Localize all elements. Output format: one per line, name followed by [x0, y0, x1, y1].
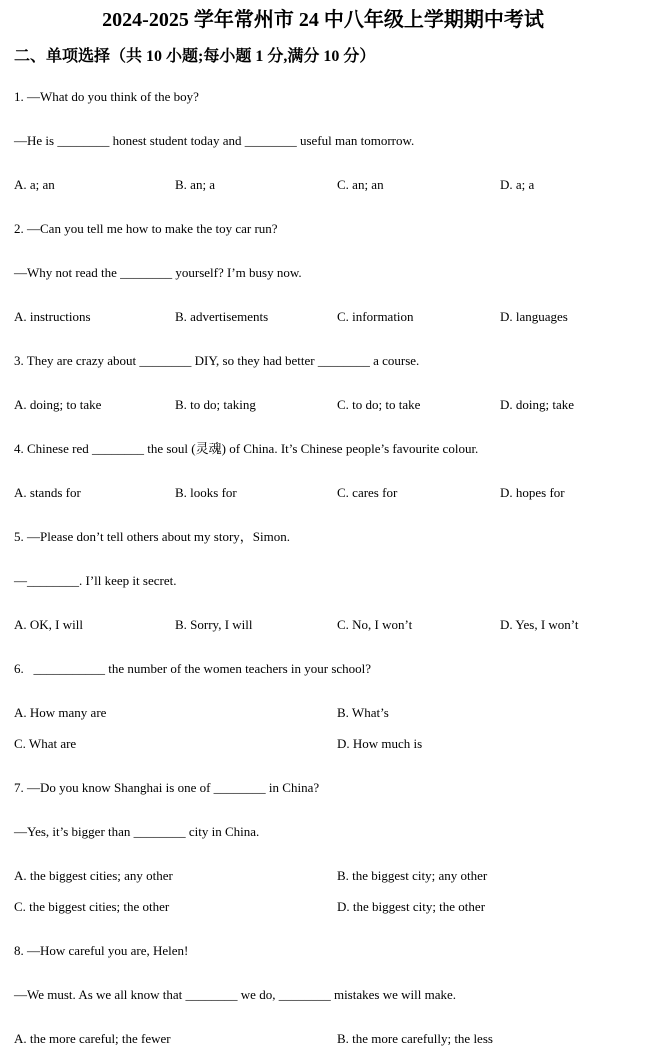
- question-block-3: [14, 345, 632, 420]
- option-b: B. to do; taking: [175, 397, 256, 412]
- question-stem: 8. —How careful you are, Helen!: [14, 943, 189, 958]
- question-stem: 2. —Can you tell me how to make the toy car run?: [14, 221, 278, 236]
- options-row: [14, 609, 632, 640]
- option-b: B. Sorry, I will: [175, 617, 253, 632]
- option-d: D. How much is: [337, 736, 423, 751]
- option-b: B. the biggest city; any other: [337, 868, 488, 883]
- question-stem: 6. ___________ the number of the women teachers in your school?: [14, 661, 372, 676]
- option-d: D. a; a: [500, 177, 535, 192]
- option-c: C. to do; to take: [337, 397, 421, 412]
- option-a: A. instructions: [14, 309, 91, 324]
- option-c: C. information: [337, 309, 414, 324]
- question-stem: 5. —Please don’t tell others about my story，Simon.: [14, 529, 290, 544]
- option-c: C. cares for: [337, 485, 398, 500]
- question-block-5: [14, 521, 632, 640]
- question-block-4: [14, 433, 632, 508]
- option-b: B. What’s: [337, 705, 389, 720]
- question-stem: —Why not read the ________ yourself? I’m busy now.: [14, 265, 302, 280]
- question-block-2: [14, 213, 632, 332]
- options-row: [14, 860, 632, 891]
- option-b: B. the more carefully; the less: [337, 1031, 493, 1046]
- option-d: D. Yes, I won’t: [500, 617, 579, 632]
- option-a: A. a; an: [14, 177, 55, 192]
- option-c: C. What are: [14, 736, 77, 751]
- question-stem: 3. They are crazy about ________ DIY, so they had better ________ a course.: [14, 353, 420, 368]
- question-block-7: [14, 772, 632, 922]
- section-header: 二、单项选择（共 10 小题;每小题 1 分,满分 10 分）: [14, 48, 376, 65]
- question-stem: 1. —What do you think of the boy?: [14, 89, 199, 104]
- option-a: A. stands for: [14, 485, 81, 500]
- options-row: [14, 301, 632, 332]
- option-c: C. the biggest cities; the other: [14, 899, 170, 914]
- options-row: [14, 697, 632, 728]
- option-d: D. languages: [500, 309, 568, 324]
- option-a: A. the more careful; the fewer: [14, 1031, 171, 1046]
- option-d: D. hopes for: [500, 485, 565, 500]
- option-d: D. doing; take: [500, 397, 575, 412]
- options-row: [14, 728, 632, 759]
- question-stem: —We must. As we all know that ________ we do, ________ mistakes we will make.: [14, 987, 456, 1002]
- option-b: B. advertisements: [175, 309, 269, 324]
- option-d: D. the biggest city; the other: [337, 899, 486, 914]
- options-row: [14, 1023, 632, 1054]
- option-c: C. No, I won’t: [337, 617, 413, 632]
- option-c: C. an; an: [337, 177, 384, 192]
- question-stem: —He is ________ honest student today and ________ useful man tomorrow.: [14, 133, 415, 148]
- question-stem: —Yes, it’s bigger than ________ city in China.: [14, 824, 260, 839]
- question-block-1: [14, 81, 632, 200]
- option-b: B. looks for: [175, 485, 237, 500]
- question-block-8: [14, 935, 632, 1054]
- question-stem: 4. Chinese red ________ the soul (灵魂) of China. It’s Chinese people’s favourite colour.: [14, 441, 479, 456]
- option-a: A. the biggest cities; any other: [14, 868, 173, 883]
- options-row: [14, 169, 632, 200]
- question-block-6: [14, 653, 632, 759]
- option-a: A. OK, I will: [14, 617, 83, 632]
- options-row: [14, 477, 632, 508]
- option-a: A. How many are: [14, 705, 107, 720]
- options-row: [14, 891, 632, 922]
- page-title: 2024-2025 学年常州市 24 中八年级上学期期中考试: [102, 9, 544, 31]
- option-a: A. doing; to take: [14, 397, 102, 412]
- question-list: [14, 81, 632, 1054]
- question-stem: —________. I’ll keep it secret.: [14, 573, 177, 588]
- question-stem: 7. —Do you know Shanghai is one of ________ in China?: [14, 780, 320, 795]
- options-row: [14, 389, 632, 420]
- option-b: B. an; a: [175, 177, 216, 192]
